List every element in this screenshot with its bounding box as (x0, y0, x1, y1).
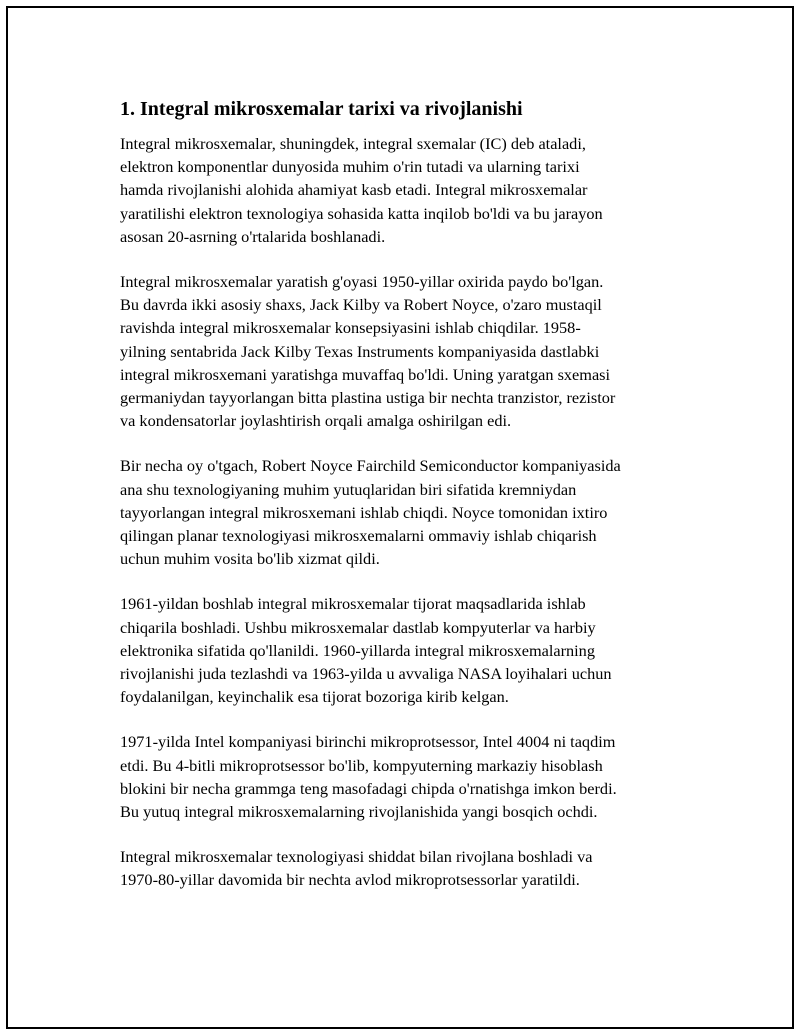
text-line: Integral mikrosxemalar texnologiyasi shiddat bilan rivojlana boshladi va (120, 847, 593, 867)
text-line: 1970-80-yillar davomida bir nechta avlod mikroprotsessorlar yaratildi. (120, 870, 580, 890)
paragraph-intel (120, 730, 700, 823)
section-heading: 1. Integral mikrosxemalar tarixi va rivojlanishi (120, 98, 523, 120)
text-line: Bu yutuq integral mikrosxemalarning rivojlanishida yangi bosqich ochdi. (120, 802, 598, 822)
text-line: asosan 20-asrning o'rtalarida boshlanadi. (120, 226, 386, 246)
text-line: ravishda integral mikrosxemalar konsepsiyasini ishlab chiqdilar. 1958- (120, 318, 581, 338)
text-line: hamda rivojlanishi alohida ahamiyat kasb etadi. Integral mikrosxemalar (120, 180, 588, 200)
page-frame (6, 6, 794, 1029)
paragraph-intro (120, 132, 700, 248)
text-line: etdi. Bu 4-bitli mikroprotsessor bo'lib, kompyuterning markaziy hisoblash (120, 755, 603, 775)
text-line: uchun muhim vosita bo'lib xizmat qildi. (120, 549, 380, 569)
text-line: germaniydan tayyorlangan bitta plastina ustiga bir nechta tranzistor, rezistor (120, 388, 616, 408)
text-line: 1961-yildan boshlab integral mikrosxemalar tijorat maqsadlarida ishlab (120, 594, 586, 614)
text-line: rivojlanishi juda tezlashdi va 1963-yilda u avvaliga NASA loyihalari uchun (120, 664, 612, 684)
text-line: qilingan planar texnologiyasi mikrosxemalarni ommaviy ishlab chiqarish (120, 526, 597, 546)
text-line: Integral mikrosxemalar, shuningdek, integral sxemalar (IC) deb ataladi, (120, 134, 586, 153)
text-line: ana shu texnologiyaning muhim yutuqlaridan biri sifatida kremniydan (120, 479, 577, 499)
document-body (120, 96, 700, 914)
paragraph-generations (120, 845, 700, 891)
paragraph-commercial (120, 592, 700, 708)
paragraph-noyce (120, 454, 700, 570)
text-line: elektron komponentlar dunyosida muhim o'rin tutadi va ularning tarixi (120, 157, 580, 177)
text-line: Integral mikrosxemalar yaratish g'oyasi 1950-yillar oxirida paydo bo'lgan. (120, 272, 604, 292)
paragraph-origins (120, 270, 700, 432)
text-line: Bir necha oy o'tgach, Robert Noyce Fairchild Semiconductor kompaniyasida (120, 456, 621, 476)
text-line: Bu davrda ikki asosiy shaxs, Jack Kilby va Robert Noyce, o'zaro mustaqil (120, 295, 602, 315)
text-line: 1971-yilda Intel kompaniyasi birinchi mikroprotsessor, Intel 4004 ni taqdim (120, 732, 616, 752)
text-line: tayyorlangan integral mikrosxemani ishlab chiqdi. Noyce tomonidan ixtiro (120, 502, 608, 522)
text-line: yaratilishi elektron texnologiya sohasida katta inqilob bo'ldi va bu jarayon (120, 203, 603, 223)
text-line: va kondensatorlar joylashtirish orqali amalga oshirilgan edi. (120, 411, 512, 431)
text-line: elektronika sifatida qo'llanildi. 1960-yillarda integral mikrosxemalarning (120, 640, 595, 660)
text-line: integral mikrosxemani yaratishga muvaffaq bo'ldi. Uning yaratgan sxemasi (120, 364, 611, 384)
text-line: chiqarila boshladi. Ushbu mikrosxemalar dastlab kompyuterlar va harbiy (120, 617, 596, 637)
text-line: foydalanilgan, keyinchalik esa tijorat bozoriga kirib kelgan. (120, 687, 509, 707)
text-line: blokini bir necha grammga teng masofadagi chipda o'rnatishga imkon berdi. (120, 778, 617, 798)
text-line: yilning sentabrida Jack Kilby Texas Instruments kompaniyasida dastlabki (120, 341, 600, 361)
